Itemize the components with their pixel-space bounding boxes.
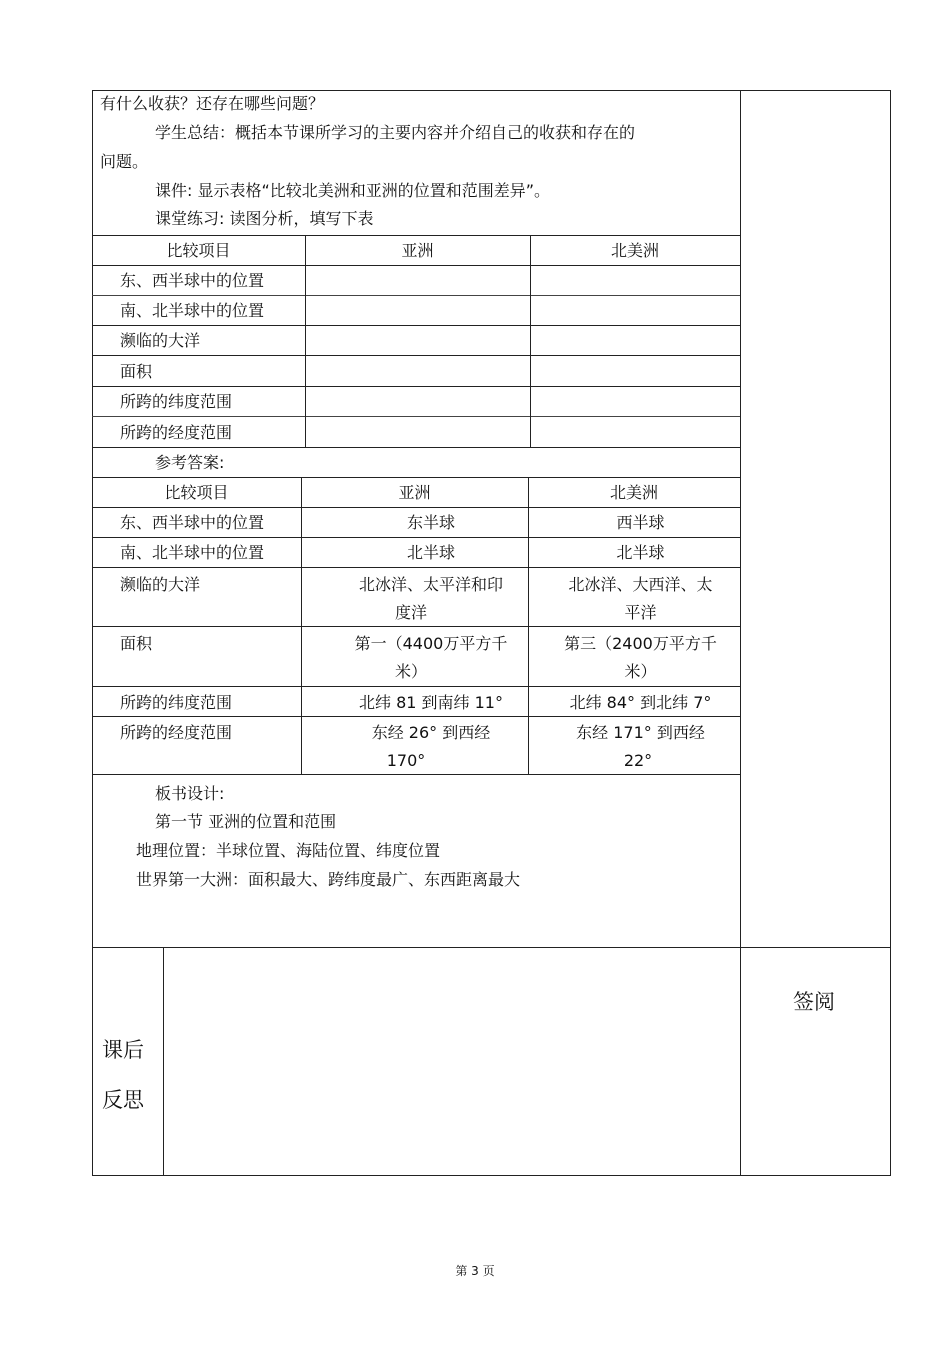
answer-label: 参考答案:	[155, 453, 225, 472]
review-label: 签阅	[793, 990, 835, 1014]
answer-header-item: 比较项目	[164, 483, 229, 502]
answer-cell-asia: 北冰洋、太平洋和印	[358, 575, 503, 594]
board-line-3: 世界第一大洲：面积最大、跨纬度最广、东西距离最大	[136, 870, 521, 889]
answer-cell-na: 米）	[624, 662, 657, 681]
answer-cell-asia: 米）	[394, 662, 427, 681]
exercise-header-na: 北美洲	[610, 241, 659, 260]
answer-cell-na: 第三（2400万平方千	[564, 634, 717, 653]
answer-cell-na: 西半球	[616, 513, 665, 532]
answer-header-asia: 亚洲	[398, 483, 431, 502]
exercise-header-item: 比较项目	[166, 241, 231, 260]
intro-line-4: 课件: 显示表格“比较北美洲和亚洲的位置和范围差异”。	[155, 181, 551, 200]
answer-cell-asia: 度洋	[394, 603, 427, 622]
exercise-header-asia: 亚洲	[401, 241, 434, 260]
exercise-row-label: 所跨的纬度范围	[120, 392, 233, 411]
reflection-label-2: 反思	[102, 1088, 144, 1112]
frame-right	[890, 90, 891, 1175]
answer-cell-asia: 第一（4400万平方千	[354, 634, 508, 653]
answer-cell-asia: 东经 26° 到西经	[371, 723, 491, 742]
answer-header-na: 北美洲	[609, 483, 658, 502]
exercise-row-label: 所跨的经度范围	[120, 423, 233, 442]
intro-line-2: 学生总结：概括本节课所学习的主要内容并介绍自己的收获和存在的	[155, 123, 636, 142]
answer-cell-na: 北冰洋、大西洋、太	[568, 575, 713, 594]
exercise-row-label: 濒临的大洋	[120, 331, 201, 350]
exercise-row-label: 面积	[120, 362, 153, 381]
answer-row-label: 东、西半球中的位置	[120, 513, 265, 532]
frame-bottom	[92, 1175, 891, 1176]
section-divider	[92, 947, 891, 948]
answer-row-label: 所跨的纬度范围	[120, 693, 233, 712]
answer-cell-asia: 东半球	[406, 513, 455, 532]
board-line-2: 地理位置：半球位置、海陆位置、纬度位置	[136, 841, 441, 860]
answer-row-label: 所跨的经度范围	[120, 723, 233, 742]
answer-cell-na: 北纬 84° 到北纬 7°	[569, 693, 712, 712]
answer-cell-na: 北半球	[616, 543, 665, 562]
intro-line-3: 问题。	[100, 152, 149, 171]
exercise-row-label: 南、北半球中的位置	[120, 301, 265, 320]
answer-row-label: 濒临的大洋	[120, 575, 201, 594]
intro-line-5: 课堂练习: 读图分析，填写下表	[155, 209, 374, 228]
answer-cell-na: 平洋	[624, 603, 657, 622]
reflection-label-1: 课后	[102, 1038, 144, 1062]
answer-row-label: 南、北半球中的位置	[120, 543, 265, 562]
answer-cell-na: 东经 171° 到西经	[576, 723, 705, 742]
answer-row-label: 面积	[120, 634, 153, 653]
exercise-row-label: 东、西半球中的位置	[120, 271, 265, 290]
answer-cell-na: 22°	[623, 751, 653, 770]
intro-line-1: 有什么收获？还存在哪些问题？	[100, 94, 325, 113]
page-number: 第 3 页	[455, 1264, 495, 1278]
answer-cell-asia: 170°	[386, 751, 426, 770]
board-label: 板书设计:	[155, 784, 225, 803]
answer-cell-asia: 北半球	[406, 543, 455, 562]
board-line-1: 第一节 亚洲的位置和范围	[155, 812, 337, 831]
reflection-divider	[163, 947, 164, 1175]
answer-cell-asia: 北纬 81 到南纬 11°	[359, 693, 503, 712]
